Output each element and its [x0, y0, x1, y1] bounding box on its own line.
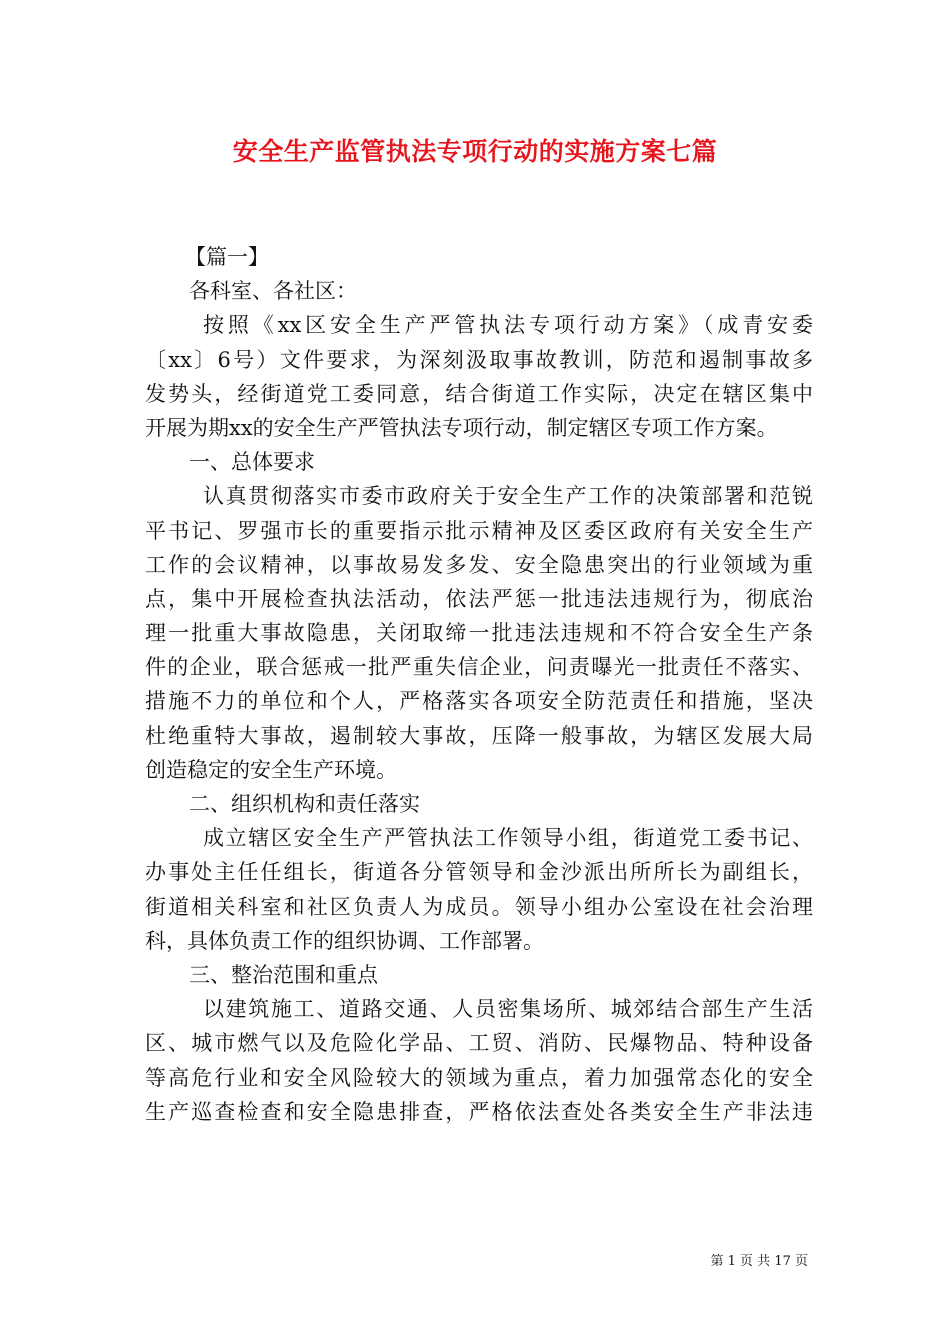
paragraph-line: 点，集中开展检查执法活动，依法严惩一批违法违规行为，彻底治 [145, 586, 813, 611]
paragraph-line: 生产巡查检查和安全隐患排查，严格依法查处各类安全生产非法违 [145, 1099, 813, 1124]
document-title: 安全生产监管执法专项行动的实施方案七篇 [232, 137, 718, 166]
paragraph-line: 杜绝重特大事故，遏制较大事故，压降一般事故，为辖区发展大局 [145, 723, 813, 748]
paragraph-line: 开展为期xx的安全生产严管执法专项行动，制定辖区专项工作方案。 [145, 415, 778, 440]
section-heading: 二、组织机构和责任落实 [189, 792, 420, 816]
paragraph-line: 科，具体负责工作的组织协调、工作部署。 [145, 928, 544, 953]
paragraph-line: 创造稳定的安全生产环境。 [145, 757, 397, 782]
paragraph-line: 街道相关科室和社区负责人为成员。领导小组办公室设在社会治理 [145, 894, 813, 919]
paragraph-line: 以建筑施工、道路交通、人员密集场所、城郊结合部生产生活 [203, 997, 813, 1022]
section-heading: 三、整治范围和重点 [189, 962, 378, 987]
salutation: 各科室、各社区： [189, 279, 357, 304]
paragraph-line: 〔xx〕6号）文件要求，为深刻汲取事故教训，防范和遏制事故多 [145, 347, 813, 372]
paragraph-line: 区、城市燃气以及危险化学品、工贸、消防、民爆物品、特种设备 [145, 1031, 813, 1056]
paragraph-line: 办事处主任任组长，街道各分管领导和金沙派出所所长为副组长， [145, 860, 813, 885]
paragraph-line: 认真贯彻落实市委市政府关于安全生产工作的决策部署和范锐 [203, 484, 813, 509]
paragraph-line: 发势头，经街道党工委同意，结合街道工作实际，决定在辖区集中 [145, 381, 813, 406]
paragraph-line: 成立辖区安全生产严管执法工作领导小组，街道党工委书记、 [203, 826, 813, 851]
paragraph-line: 措施不力的单位和个人，严格落实各项安全防范责任和措施，坚决 [145, 689, 813, 714]
page-number: 第 1 页 共 17 页 [710, 1254, 808, 1269]
paragraph-line: 平书记、罗强市长的重要指示批示精神及区委区政府有关安全生产 [145, 518, 813, 543]
document-body [145, 240, 813, 1129]
paragraph-line: 件的企业，联合惩戒一批严重失信企业，问责曝光一批责任不落实、 [145, 655, 813, 680]
paragraph-line: 按照《xx区安全生产严管执法专项行动方案》（成青安委 [203, 313, 813, 338]
paragraph-line: 等高危行业和安全风险较大的领域为重点，着力加强常态化的安全 [145, 1065, 813, 1090]
section-marker: 【篇一】 [185, 245, 269, 269]
section-heading: 一、总体要求 [189, 450, 315, 475]
paragraph-line: 理一批重大事故隐患，关闭取缔一批违法违规和不符合安全生产条 [145, 621, 813, 646]
paragraph-line: 工作的会议精神，以事故易发多发、安全隐患突出的行业领域为重 [145, 552, 813, 577]
